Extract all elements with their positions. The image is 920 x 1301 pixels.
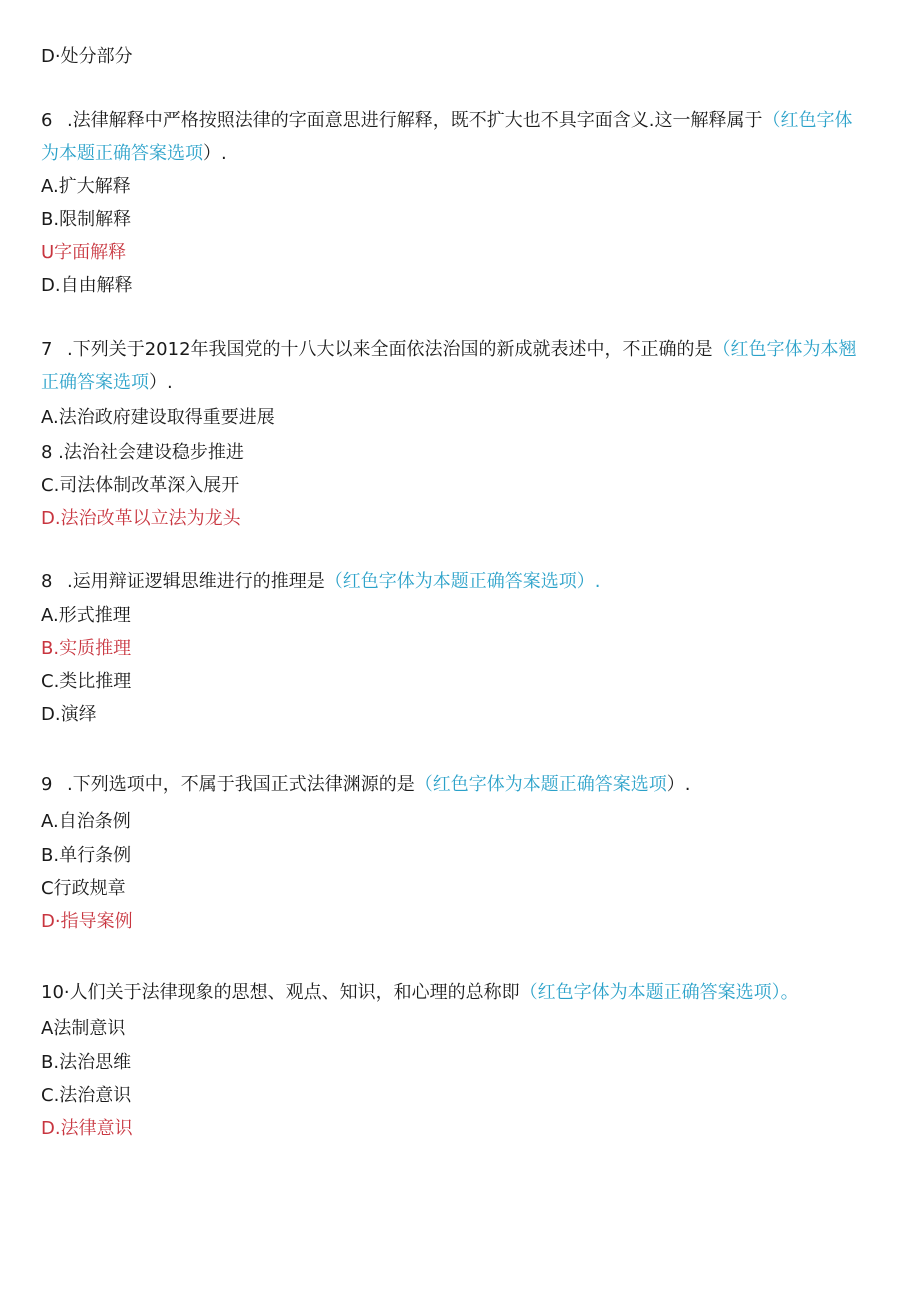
question-8-text	[41, 570, 600, 594]
question-stem: 10·人们关于法律现象的思想、观点、知识，和心理的总称即	[41, 982, 520, 1003]
question-number: 8	[41, 571, 53, 592]
option-b: B.限制解释	[41, 209, 132, 230]
option-a: A.自治条例	[41, 811, 131, 832]
option-b-correct: B.实质推理	[41, 638, 132, 659]
option-d-correct: D·指导案例	[41, 911, 133, 932]
option-c: C.法治意识	[41, 1085, 132, 1106]
option-c-correct: U字面解释	[41, 242, 127, 263]
option-d: D.演绎	[41, 704, 97, 725]
option-c: C行政规章	[41, 878, 126, 899]
answer-hint-cont: 为本题正确答案选项	[41, 143, 203, 164]
question-10-text	[41, 981, 799, 1005]
question-6-text-cont	[41, 142, 227, 166]
question-end: ）.	[203, 143, 227, 164]
question-7-text-cont	[41, 371, 173, 395]
option-a: A.扩大解释	[41, 176, 131, 197]
option-b: 8 .法治社会建设稳步推进	[41, 442, 244, 463]
answer-hint: （红色字体	[762, 110, 853, 131]
question-end: ）.	[149, 372, 173, 393]
option-d-correct: D.法治改革以立法为龙头	[41, 508, 241, 529]
question-9-text	[41, 773, 690, 797]
option-c: C.类比推理	[41, 671, 132, 692]
question-stem: .下列选项中，不属于我国正式法律渊源的是	[67, 774, 415, 795]
answer-hint: （红色字体为本题正确答案选项）.	[324, 571, 601, 592]
question-number: 7	[41, 339, 53, 360]
answer-hint: （红色字体为本翘	[712, 339, 857, 360]
question-end: ）.	[666, 774, 691, 795]
option-b: B.法治思维	[41, 1052, 132, 1073]
option-b: B.单行条例	[41, 845, 132, 866]
question-stem: .下列关于2012年我国党的十八大以来全面依法治国的新成就表述中，不正确的是	[67, 339, 713, 360]
prev-option-d: D·处分部分	[41, 46, 133, 67]
question-7-text	[41, 338, 857, 362]
option-c: C.司法体制改革深入展开	[41, 475, 240, 496]
question-6-text	[41, 109, 852, 133]
answer-hint-cont: 正确答案选项	[41, 372, 149, 393]
answer-hint: （红色字体为本题正确答案选项	[414, 774, 667, 795]
option-a: A.形式推理	[41, 605, 131, 626]
option-a: A法制意识	[41, 1018, 126, 1039]
option-d: D.自由解释	[41, 275, 133, 296]
option-a: A.法治政府建设取得重要进展	[41, 407, 275, 428]
option-d-correct: D.法律意识	[41, 1118, 133, 1139]
question-number: 6	[41, 110, 53, 131]
question-stem: .运用辩证逻辑思维进行的推理是	[67, 571, 325, 592]
answer-hint: （红色字体为本题正确答案选项）。	[519, 982, 799, 1003]
question-number: 9	[41, 774, 53, 795]
question-stem: .法律解释中严格按照法律的字面意思进行解释，既不扩大也不具字面含义.这一解释属于	[67, 110, 763, 131]
